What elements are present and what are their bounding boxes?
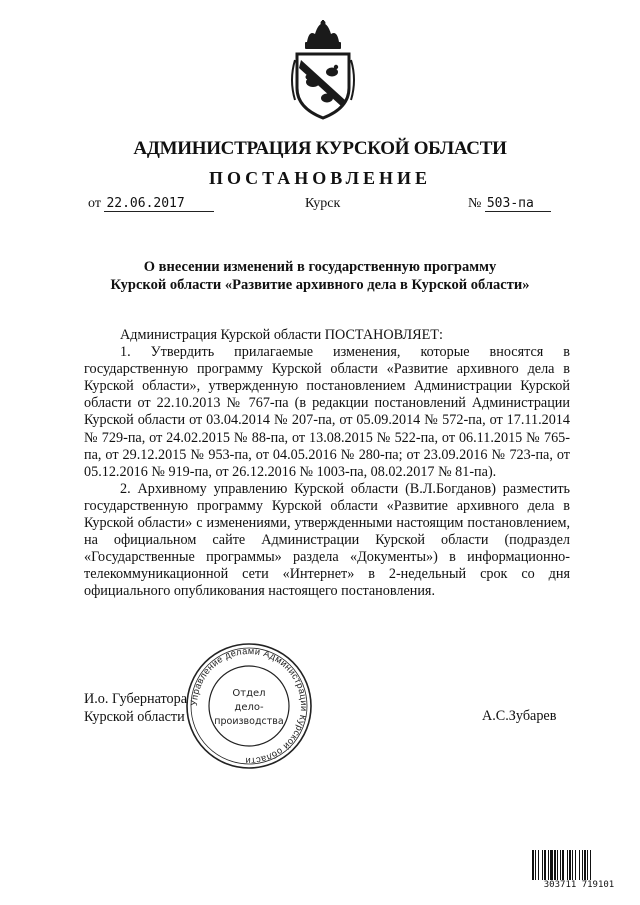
subject-line-1: О внесении изменений в государственную программу — [143, 259, 497, 275]
position-line-2: Курской области — [84, 709, 185, 725]
coat-of-arms-emblem — [287, 20, 359, 124]
body-paragraph-1: 1. Утвердить прилагаемые изменения, которые вносятся в государственную программу Курской области «Развитие архивного дела в Курской области», утвержденную постановлением Администрации Курской области от 22.10.2013 № 767-па (в редакции постановлений Администрации Курской области от 03.04.2014 № 207-па, от 05.09.2014 № 572-па, от 17.11.2014 № 729-па, от 24.02.2015 № 88-па, от 13.08.2015 № 522-па, от 06.11.2015 № 765-па, от 29.12.2015 № 953-па, от 04.05.2016 № 280-па; от 23.09.2016 № 723-па, от 05.12.2016 № 919-па, от 26.12.2016 № 1003-па, 08.02.2017 № 81-па). — [84, 344, 570, 480]
decree-city: Курск — [305, 196, 341, 211]
signatory-name: А.С.Зубарев — [482, 708, 557, 724]
organization-title: АДМИНИСТРАЦИЯ КУРСКОЙ ОБЛАСТИ — [133, 138, 507, 159]
crown-icon — [305, 20, 341, 49]
decree-date: 22.06.2017 — [104, 196, 214, 212]
decree-date-line — [88, 196, 214, 212]
date-prefix: от — [88, 196, 101, 211]
body-paragraph-2: 2. Архивному управлению Курской области (В.Л.Богданов) разместить государственную программу Курской области «Развитие архивного дела в Курской области» с изменениями, утвержденными настоящим постановлением, на официальном сайте Администрации Курской области (подраздел «Государственные программы» раздела «Документы») в информационно-телекоммуникационной сети «Интернет» в 2-недельный срок со дня официального опубликования настоящего постановления. — [84, 480, 570, 600]
stamp-ring-text: Управление делами Администрации Курской области — [188, 645, 310, 767]
stamp-center-line-1: Отдел — [232, 688, 266, 699]
decree-subject — [60, 258, 580, 294]
body-lead: Администрация Курской области ПОСТАНОВЛЯЕТ: — [120, 327, 443, 343]
position-line-1: И.о. Губернатора — [84, 691, 187, 707]
decree-number-line — [468, 196, 551, 212]
decree-number: 503-па — [485, 196, 551, 212]
barcode-number: 303711 719101 — [530, 880, 628, 890]
signatory-position — [84, 690, 187, 726]
stamp-center-line-3: производства — [214, 716, 284, 727]
document-type-heading: ПОСТАНОВЛЕНИЕ — [208, 168, 432, 188]
stamp-center-line-2: дело- — [234, 702, 264, 713]
subject-line-2: Курской области «Развитие архивного дела в Курской области» — [110, 277, 530, 293]
number-prefix: № — [468, 196, 482, 211]
decree-body — [84, 327, 570, 601]
official-stamp — [183, 640, 315, 772]
